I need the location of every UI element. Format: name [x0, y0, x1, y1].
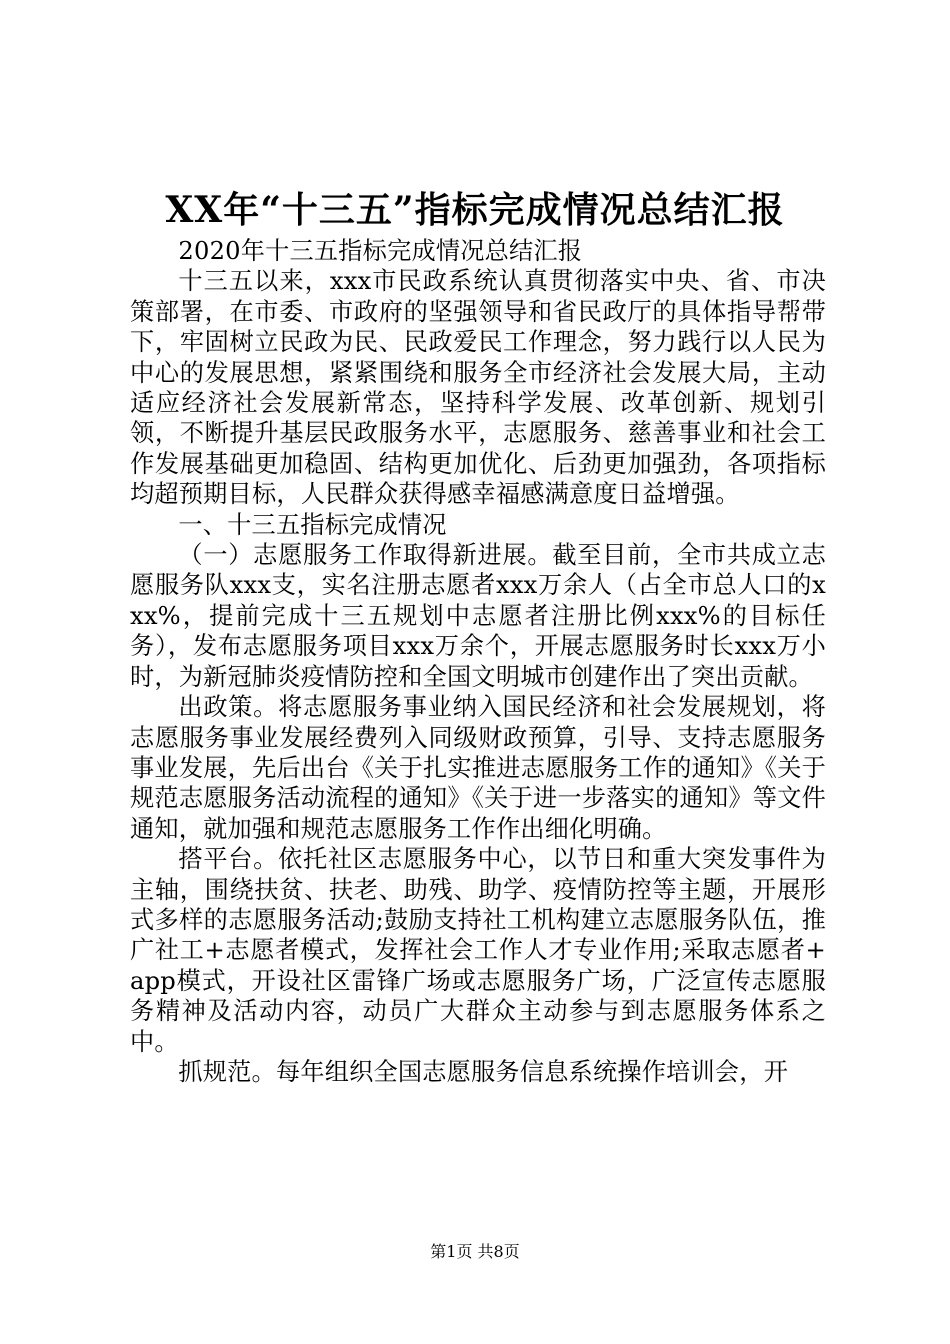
standards-paragraph: 抓规范。每年组织全国志愿服务信息系统操作培训会，开	[178, 1057, 789, 1086]
subtitle-paragraph: 2020年十三五指标完成情况总结汇报	[178, 237, 583, 265]
section-heading: 一、十三五指标完成情况	[178, 510, 447, 539]
document-body	[130, 236, 826, 1087]
intro-paragraph: 十三五以来，xxx市民政系统认真贯彻落实中央、省、市决策部署，在市委、市政府的坚强领导和省民政厅的具体指导帮带下，牢固树立民政为民、民政爱民工作理念，努力践行以人民为中心的发展思想，紧紧围绕和服务全市经济社会发展大局，主动适应经济社会发展新常态，坚持科学发展、改革创新、规划引领，不断提升基层民政服务水平，志愿服务、慈善事业和社会工作发展基础更加稳固、结构更加优化、后劲更加强劲，各项指标均超预期目标，人民群众获得感幸福感满意度日益增强。	[130, 267, 826, 509]
document-title: XX年“十三五”指标完成情况总结汇报	[165, 189, 785, 231]
platform-paragraph: 搭平台。依托社区志愿服务中心，以节日和重大突发事件为主轴，围绕扶贫、扶老、助残、助学、疫情防控等主题，开展形式多样的志愿服务活动;鼓励支持社工机构建立志愿服务队伍，推广社工+志愿者模式，发挥社会工作人才专业作用;采取志愿者+app模式，开设社区雷锋广场或志愿服务广场，广泛宣传志愿服务精神及活动内容，动员广大群众主动参与到志愿服务体系之中。	[130, 845, 826, 1056]
policy-paragraph: 出政策。将志愿服务事业纳入国民经济和社会发展规划，将志愿服务事业发展经费列入同级财政预算，引导、支持志愿服务事业发展，先后出台《关于扎实推进志愿服务工作的通知》《关于规范志愿服务活动流程的通知》《关于进一步落实的通知》等文件通知，就加强和规范志愿服务工作作出细化明确。	[130, 693, 826, 843]
page-footer: 第1页 共8页	[430, 1242, 520, 1261]
volunteer-paragraph: （一）志愿服务工作取得新进展。截至目前，全市共成立志愿服务队xxx支，实名注册志愿者xxx万余人（占全市总人口的xxx%，提前完成十三五规划中志愿者注册比例xxx%的目标任务），发布志愿服务项目xxx万余个，开展志愿服务时长xxx万小时，为新冠肺炎疫情防控和全国文明城市创建作出了突出贡献。	[130, 541, 826, 691]
